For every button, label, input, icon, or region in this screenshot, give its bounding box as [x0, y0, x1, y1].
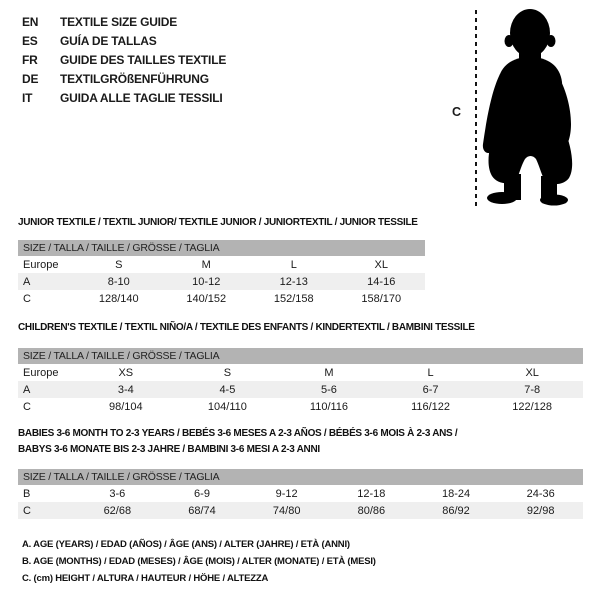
- babies-table-title: [18, 426, 498, 458]
- table-row-height: [18, 502, 583, 519]
- height-measure-dashed-line: [475, 10, 477, 206]
- size-cell: XL: [525, 366, 539, 379]
- size-cell: XL: [374, 258, 388, 271]
- lang-label: TEXTILGRÖßENFÜHRUNG: [60, 71, 209, 86]
- lang-code: ES: [22, 33, 38, 48]
- value-cell: 12-18: [357, 487, 386, 500]
- lang-label: GUIDA ALLE TAGLIE TESSILI: [60, 90, 223, 105]
- value-cell: 12-13: [279, 275, 308, 288]
- size-cell: M: [324, 366, 334, 379]
- value-cell: 80/86: [357, 504, 386, 517]
- size-cell: XS: [118, 366, 134, 379]
- size-header-bar: SIZE / TALLA / TAILLE / GRÖSSE / TAGLIA: [18, 348, 583, 364]
- table-row-height: [18, 290, 425, 307]
- lang-row-fr: [22, 50, 226, 69]
- row-label: Europe: [23, 258, 59, 271]
- measure-legend: [22, 536, 376, 587]
- table-row-age: [18, 381, 583, 398]
- lang-code: IT: [22, 90, 33, 105]
- children-table-title: CHILDREN'S TEXTILE / TEXTIL NIÑO/A / TEXTILE DES ENFANTS / KINDERTEXTIL / BAMBINI TESSILE: [18, 322, 475, 333]
- value-cell: 116/122: [411, 400, 451, 413]
- size-cell: M: [201, 258, 211, 271]
- value-cell: 8-10: [107, 275, 130, 288]
- legend-line-b: B. AGE (MONTHS) / EDAD (MESES) / ÂGE (MOIS) / ALTER (MONATE) / ETÀ (MESI): [22, 556, 376, 567]
- table-row-europe: [18, 256, 425, 273]
- size-cell: L: [427, 366, 434, 379]
- table-row-age-months: [18, 485, 583, 502]
- value-cell: 110/116: [309, 400, 349, 413]
- value-cell: 18-24: [441, 487, 471, 500]
- value-cell: 6-7: [422, 383, 439, 396]
- size-header-bar: SIZE / TALLA / TAILLE / GRÖSSE / TAGLIA: [18, 469, 583, 485]
- value-cell: 92/98: [526, 504, 555, 517]
- row-label: A: [23, 383, 31, 396]
- value-cell: 3-6: [109, 487, 126, 500]
- value-cell: 9-12: [275, 487, 298, 500]
- table-row-europe: [18, 364, 583, 381]
- lang-code: EN: [22, 14, 39, 29]
- lang-row-en: [22, 12, 226, 31]
- size-cell: S: [223, 366, 232, 379]
- babies-title-line2: BABYS 3-6 MONATE BIS 2-3 JAHRE / BAMBINI 3-6 MESI A 2-3 ANNI: [18, 444, 320, 455]
- babies-title-line1: BABIES 3-6 MONTH TO 2-3 YEARS / BEBÉS 3-6 MESES A 2-3 AÑOS / BÉBÉS 3-6 MOIS À 2-3 ANS /: [18, 428, 458, 439]
- value-cell: 74/80: [272, 504, 301, 517]
- row-label: C: [23, 400, 31, 413]
- babies-size-table: [18, 469, 583, 519]
- lang-row-es: [22, 31, 226, 50]
- lang-row-it: [22, 88, 226, 107]
- row-label: C: [23, 292, 31, 305]
- size-header-bar: SIZE / TALLA / TAILLE / GRÖSSE / TAGLIA: [18, 240, 425, 256]
- value-cell: 14-16: [367, 275, 396, 288]
- row-label: C: [23, 504, 31, 517]
- value-cell: 158/170: [361, 292, 402, 305]
- size-cell: S: [115, 258, 123, 271]
- lang-label: GUÍA DE TALLAS: [60, 33, 157, 48]
- legend-line-c: C. (cm) HEIGHT / ALTURA / HAUTEUR / HÖHE / ALTEZZA: [22, 573, 269, 584]
- lang-label: TEXTILE SIZE GUIDE: [60, 14, 178, 29]
- value-cell: 6-9: [194, 487, 210, 500]
- children-size-table: [18, 348, 583, 415]
- toddler-silhouette-image: [480, 4, 598, 206]
- value-cell: 68/74: [188, 504, 216, 517]
- lang-label: GUIDE DES TAILLES TEXTILE: [60, 52, 227, 67]
- language-header: [22, 12, 226, 107]
- value-cell: 3-4: [117, 383, 134, 396]
- value-cell: 7-8: [524, 383, 541, 396]
- lang-row-de: [22, 69, 226, 88]
- value-cell: 62/68: [103, 504, 132, 517]
- value-cell: 4-5: [219, 383, 236, 396]
- value-cell: 128/140: [98, 292, 139, 305]
- table-row-height: [18, 398, 583, 415]
- value-cell: 152/158: [273, 292, 314, 305]
- junior-table-title: JUNIOR TEXTILE / TEXTIL JUNIOR/ TEXTILE JUNIOR / JUNIORTEXTIL / JUNIOR TESSILE: [18, 217, 418, 228]
- lang-code: FR: [22, 52, 38, 67]
- table-row-age: [18, 273, 425, 290]
- row-label: A: [23, 275, 31, 288]
- value-cell: 140/152: [186, 292, 227, 305]
- value-cell: 5-6: [321, 383, 337, 396]
- height-measure-label: C: [452, 105, 462, 119]
- value-cell: 10-12: [192, 275, 221, 288]
- value-cell: 24-36: [526, 487, 555, 500]
- legend-line-a: A. AGE (YEARS) / EDAD (AÑOS) / ÂGE (ANS) / ALTER (JAHRE) / ETÀ (ANNI): [22, 539, 350, 550]
- value-cell: 98/104: [108, 400, 143, 413]
- value-cell: 104/110: [207, 400, 247, 413]
- row-label: B: [23, 487, 31, 500]
- value-cell: 86/92: [442, 504, 470, 517]
- lang-code: DE: [22, 71, 39, 86]
- junior-size-table: [18, 240, 425, 307]
- row-label: Europe: [23, 366, 59, 379]
- size-cell: L: [290, 258, 297, 271]
- value-cell: 122/128: [512, 400, 553, 413]
